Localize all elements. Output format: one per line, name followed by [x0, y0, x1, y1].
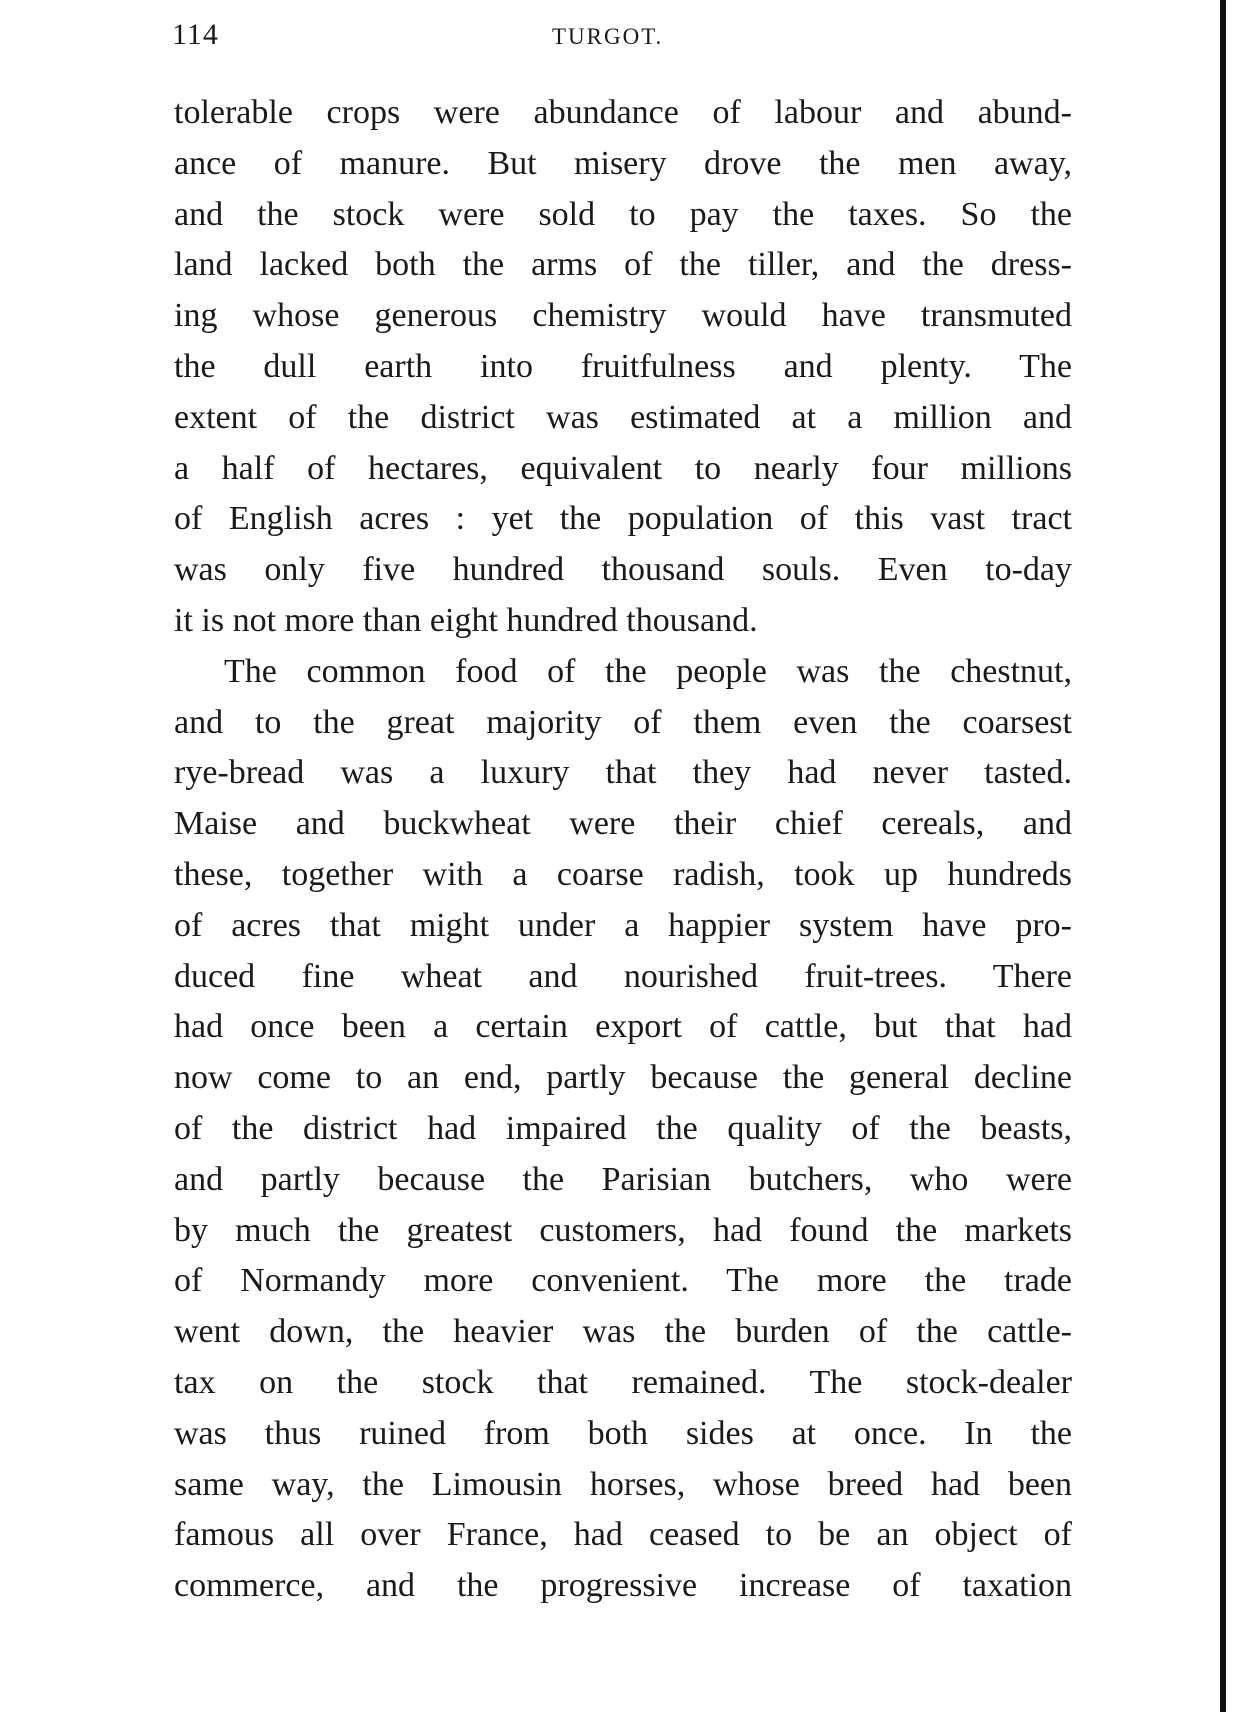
text-line: land lacked both the arms of the tiller, and the dress- — [174, 246, 1072, 284]
text-line: tolerable crops were abundance of labour and abund- — [174, 94, 1072, 131]
text-line: of Normandy more convenient. The more the trade — [174, 1262, 1072, 1300]
text-line: of acres that might under a happier system have pro- — [174, 906, 1072, 944]
paragraph-1 — [174, 88, 1072, 647]
text-line: a half of hectares, equivalent to nearly four millions — [174, 449, 1072, 487]
text-line: ing whose generous chemistry would have transmuted — [174, 297, 1072, 335]
text-line: of the district had impaired the quality of the beasts, — [174, 1109, 1072, 1147]
text-line: famous all over France, had ceased to be an object of — [174, 1516, 1072, 1554]
text-line: commerce, and the progressive increase of taxation — [174, 1567, 1072, 1605]
page-edge-rule — [1220, 0, 1226, 1712]
text-line: ance of manure. But misery drove the men away, — [174, 144, 1072, 182]
text-line: these, together with a coarse radish, took up hundreds — [174, 855, 1072, 893]
running-title: TURGOT. — [552, 24, 664, 49]
page-number: 114 — [172, 18, 219, 51]
text-line: now come to an end, partly because the general decline — [174, 1059, 1072, 1097]
text-line: extent of the district was estimated at a million and — [174, 398, 1072, 436]
text-line: by much the greatest customers, had found the markets — [174, 1211, 1072, 1249]
text-line: the dull earth into fruitfulness and plenty. The — [174, 347, 1072, 385]
text-line: had once been a certain export of cattle, but that had — [174, 1008, 1072, 1046]
paragraph-2 — [174, 647, 1072, 1612]
text-line: duced fine wheat and nourished fruit-trees. There — [174, 957, 1072, 995]
text-line: tax on the stock that remained. The stock-dealer — [174, 1363, 1072, 1401]
text-line: was only five hundred thousand souls. Even to-day — [174, 551, 1072, 589]
text-line: it is not more than eight hundred thousand. — [174, 601, 758, 639]
text-line: went down, the heavier was the burden of the cattle- — [174, 1313, 1072, 1351]
running-head — [172, 18, 1072, 58]
text-line: same way, the Limousin horses, whose breed had been — [174, 1465, 1072, 1503]
text-line: of English acres : yet the population of this vast tract — [174, 500, 1072, 538]
text-line: The common food of the people was the chestnut, — [224, 652, 1072, 690]
text-line: rye-bread was a luxury that they had never tasted. — [174, 754, 1072, 792]
text-line: and partly because the Parisian butchers, who were — [174, 1160, 1072, 1198]
text-line: Maise and buckwheat were their chief cereals, and — [174, 805, 1072, 843]
text-line: was thus ruined from both sides at once. In the — [174, 1414, 1072, 1452]
text-line: and the stock were sold to pay the taxes. So the — [174, 195, 1072, 233]
body-text — [174, 88, 1072, 1612]
text-line: and to the great majority of them even the coarsest — [174, 703, 1072, 741]
